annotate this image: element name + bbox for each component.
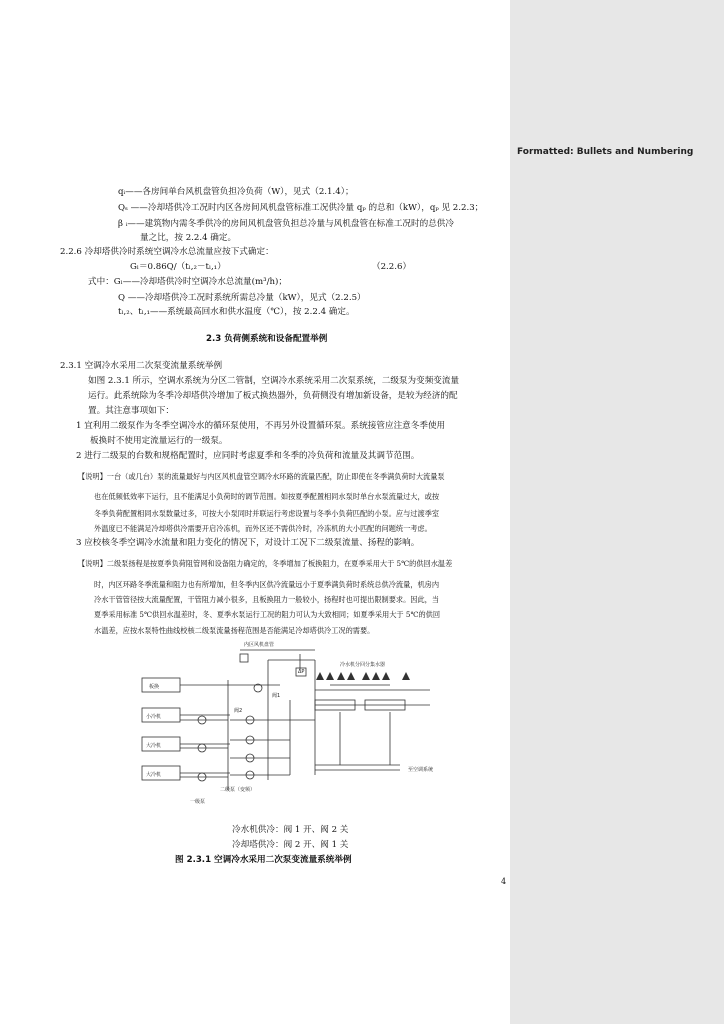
text-line: β ᵢ——建筑物内需冬季供冷的房间风机盘管负担总冷量与风机盘管在标准工况时的总供冷: [118, 219, 454, 229]
note-line: 【说明】一台（或几台）泵的流量最好与内区风机盘管空调冷水环路的流量匹配，防止即使在冬季满负荷时大流量泵: [78, 472, 445, 481]
diagram-label: 板换: [149, 684, 160, 690]
text-line: Q ——冷却塔供冷工况时系统所需总冷量（kW），见式（2.2.5）: [118, 293, 366, 303]
diagram-label: 二级泵（变频）: [220, 787, 256, 793]
note-line: 夏季采用标准 5℃供回水温差时，冬、夏季水泵运行工况的阻力可认为大致相同；如夏季采用大于 5℃的供回: [94, 610, 441, 619]
diagram-label: 阀1: [272, 693, 281, 699]
legend-line: 冷却塔供冷：阀 2 开、阀 1 关: [232, 840, 349, 850]
text-line: tₗ,₂、tₗ,₁——系统最高回水和供水温度（℃），按 2.2.4 确定。: [118, 307, 355, 317]
figure-caption: 图 2.3.1 空调冷水采用二次泵变流量系统举例: [175, 855, 352, 865]
diagram-label: 大冷机: [146, 743, 162, 749]
paragraph-line: 运行。此系统除为冬季冷却塔供冷增加了板式换热器外，负荷侧没有增加新设备，是较为经济的配: [88, 391, 458, 401]
diagram-label: 内区风机盘管: [244, 642, 275, 648]
list-item: 板换时不使用定流量运行的一级泵。: [90, 436, 228, 446]
text-line: qᵢ——各房间单台风机盘管负担冷负荷（W），见式（2.1.4）；: [118, 187, 354, 197]
text-line: Qₛ ——冷却塔供冷工况时内区各房间风机盘管标准工况供冷量 qₚ 的总和（kW），qₚ 见 2.2.3；: [118, 203, 484, 213]
note-line: 【说明】二级泵扬程是按夏季负荷阻管网和设备阻力确定的，冬季增加了板换阻力，在夏季采用大于 5℃的供回水温差: [78, 559, 453, 568]
section-heading: 2.2.6 冷却塔供冷时系统空调冷水总流量应按下式确定：: [60, 247, 274, 257]
note-line: 冬季负荷配置相同水泵数量过多，可按大小泵同时并联运行考虑设置与冬季小负荷匹配的小泵。应与过渡季室: [94, 509, 440, 518]
diagram-label: 小冷机: [146, 714, 162, 720]
paragraph-line: 如图 2.3.1 所示，空调水系统为分区二管制，空调冷水系统采用二次泵系统，二级泵为变频变流量: [88, 376, 460, 386]
subsection-heading: 2.3.1 空调冷水采用二次泵变流量系统举例: [60, 361, 223, 371]
diagram-label: 一级泵: [190, 799, 206, 805]
system-schematic-diagram: [140, 640, 470, 810]
formula-number: （2.2.6）: [372, 262, 412, 272]
text-line: 式中：Gₗ——冷却塔供冷时空调冷水总流量(m³/h)；: [88, 277, 287, 287]
diagram-label: ΔP: [298, 669, 305, 675]
note-line: 冷水干管管径按大流量配置，干管阻力减小很多，且板换阻力一般较小，扬程时也可提出限制要求。因此，当: [94, 595, 440, 604]
note-line: 水温差，应按水泵特性曲线校核二级泵流量扬程范围是否能满足冷却塔供冷工况的需要。: [94, 626, 375, 635]
list-item: 1 宜利用二级泵作为冬季空调冷水的循环泵使用，不再另外设置循环泵。系统接管应注意冬季使用: [76, 421, 446, 431]
note-line: 外温度已不能满足冷却塔供冷需要开启冷冻机，而外区还不需供冷时，冷冻机的大小匹配的问题统一考虑。: [94, 524, 432, 533]
paragraph-line: 置。其注意事项如下：: [88, 406, 174, 416]
page-number: 4: [501, 877, 507, 886]
diagram-label: 大冷机: [146, 772, 162, 778]
list-item: 2 进行二级泵的台数和规格配置时，应同时考虑夏季和冬季的冷负荷和流量及其调节范围。: [76, 451, 420, 461]
note-line: 时，内区环路冬季流量和阻力也有所增加，但冬季内区供冷流量远小于夏季满负荷时系统总供冷流量，机房内: [94, 580, 440, 589]
diagram-label: 冷水机分回分集水器: [340, 662, 386, 668]
plate-heat-exchanger-box: [142, 678, 180, 692]
sidebar-title: Formatted: Bullets and Numbering: [517, 147, 694, 157]
legend-line: 冷水机供冷：阀 1 开、阀 2 关: [232, 825, 349, 835]
diagram-label: 阀2: [234, 708, 243, 714]
list-item: 3 应校核冬季空调冷水流量和阻力变化的情况下，对设计工况下二级泵流量、扬程的影响。: [76, 538, 420, 548]
diagram-label: 至空调系统: [408, 767, 434, 773]
text-line: 量之比，按 2.2.4 确定。: [140, 233, 237, 243]
formula: Gₗ＝0.86Q/（tₗ,₂－tₗ,₁）: [130, 262, 226, 272]
section-title: 2.3 负荷侧系统和设备配置举例: [206, 334, 328, 344]
note-line: 也在低频低效率下运行，且不能满足小负荷时的调节范围。如按夏季配置相同水泵时单台水泵流量过大，或按: [94, 492, 440, 501]
